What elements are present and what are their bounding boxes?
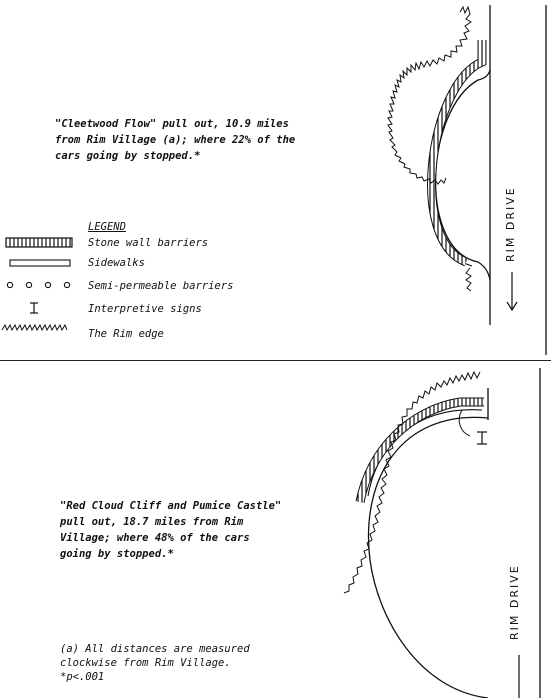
top-direction-arrow [507, 272, 517, 310]
legend-item-semi-permeable [0, 278, 300, 296]
bottom-stone-wall-fill [360, 402, 484, 502]
bottom-sign-label [479, 430, 480, 431]
top-pullout-caption: "Cleetwood Flow" pull out, 10.9 miles from Rim Village (a); where 22% of the cars going by stopped.* [55, 118, 296, 162]
top-rim-edge-tail [466, 268, 471, 291]
bottom-sign-leader [459, 410, 470, 436]
legend-label: The Rim edge [88, 328, 164, 340]
panel-divider [0, 360, 551, 361]
bottom-sign-symbol [477, 432, 487, 444]
legend-label: Interpretive signs [88, 303, 202, 315]
legend-item-sign [0, 301, 300, 319]
legend-title: LEGEND [88, 221, 126, 233]
legend-item-rim-edge [0, 326, 300, 344]
top-stone-wall-fill [432, 40, 482, 262]
legend-item-stone-wall [0, 235, 300, 253]
legend-item-sidewalk [0, 255, 300, 273]
legend-label: Sidewalks [88, 257, 145, 269]
legend-label: Semi-permeable barriers [88, 280, 234, 292]
legend-label: Stone wall barriers [88, 237, 209, 249]
footnote: (a) All distances are measured clockwise from Rim Village. *p<.001 [60, 643, 250, 683]
bottom-road-label: RIM DRIVE [508, 564, 521, 640]
top-road-label: RIM DRIVE [504, 186, 517, 262]
bottom-pullout-caption: "Red Cloud Cliff and Pumice Castle" pull out, 18.7 miles from Rim Village; where 48% of the cars going by stopped.* [60, 500, 282, 560]
